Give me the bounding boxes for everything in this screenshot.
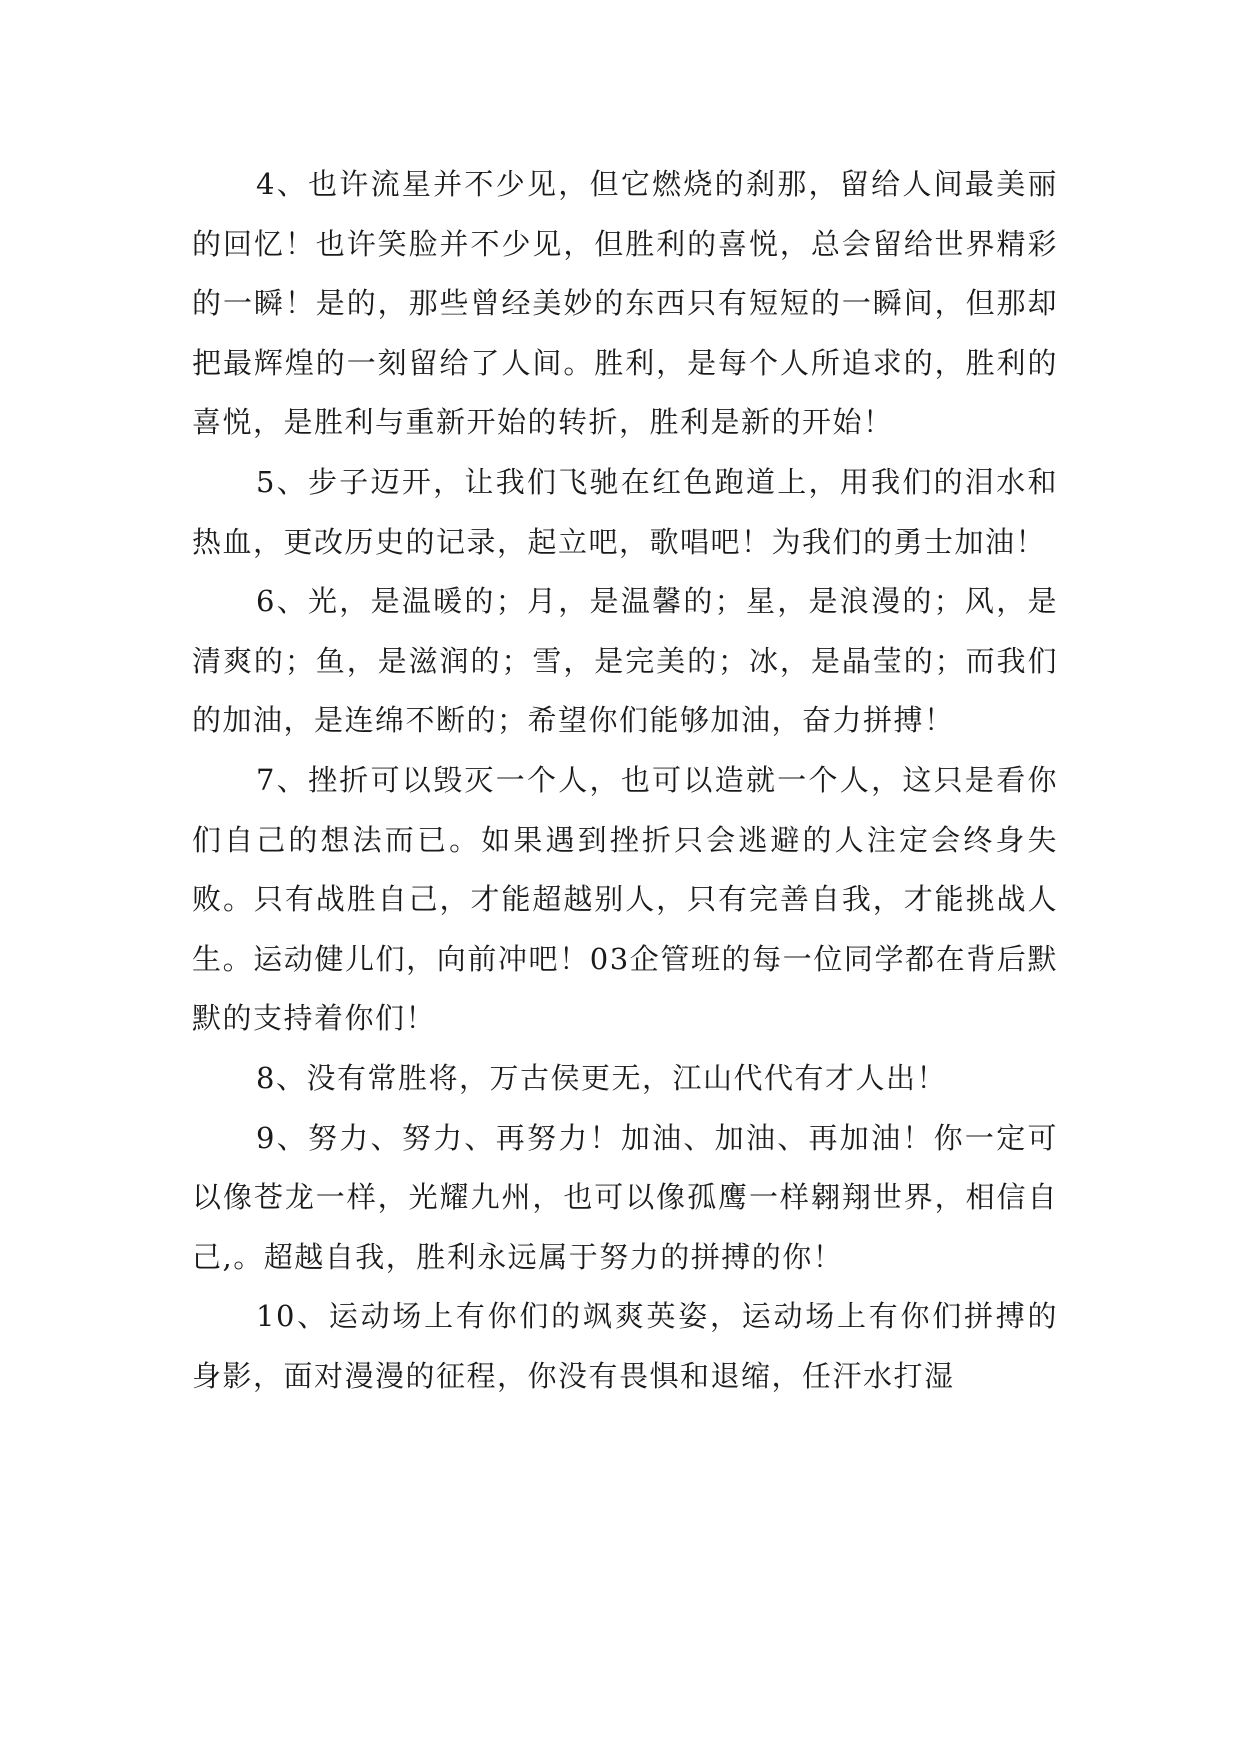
paragraph-10: 10、运动场上有你们的飒爽英姿，运动场上有你们拼搏的身影，面对漫漫的征程，你没有畏惧和退缩，任汗水打湿: [192, 1299, 1058, 1393]
paragraph-9: 9、努力、努力、再努力！加油、加油、再加油！你一定可以像苍龙一样，光耀九州，也可以像孤鹰一样翱翔世界，相信自己,。超越自我，胜利永远属于努力的拼搏的你！: [192, 1120, 1058, 1274]
paragraph-7: 7、挫折可以毁灭一个人，也可以造就一个人，这只是看你们自己的想法而已。如果遇到挫折只会逃避的人注定会终身失败。只有战胜自己，才能超越别人，只有完善自我，才能挑战人生。运动健儿们，向前冲吧！03企管班的每一位同学都在背后默默的支持着你们！: [192, 762, 1058, 1036]
paragraph-4: 4、也许流星并不少见，但它燃烧的刹那，留给人间最美丽的回忆！也许笑脸并不少见，但胜利的喜悦，总会留给世界精彩的一瞬！是的，那些曾经美妙的东西只有短短的一瞬间，但那却把最辉煌的一刻留给了人间。胜利，是每个人所追求的，胜利的喜悦，是胜利与重新开始的转折，胜利是新的开始！: [192, 167, 1058, 440]
paragraph-6: 6、光，是温暖的；月，是温馨的；星，是浪漫的；风，是清爽的；鱼，是滋润的；雪，是完美的；冰，是晶莹的；而我们的加油，是连绵不断的；希望你们能够加油，奋力拼搏！: [192, 584, 1058, 738]
paragraph-8: 8、没有常胜将，万古侯更无，江山代代有才人出！: [256, 1060, 947, 1095]
document-body: [192, 155, 1058, 1406]
paragraph-5: 5、步子迈开，让我们飞驰在红色跑道上，用我们的泪水和热血，更改历史的记录，起立吧，歌唱吧！为我们的勇士加油！: [192, 464, 1058, 559]
